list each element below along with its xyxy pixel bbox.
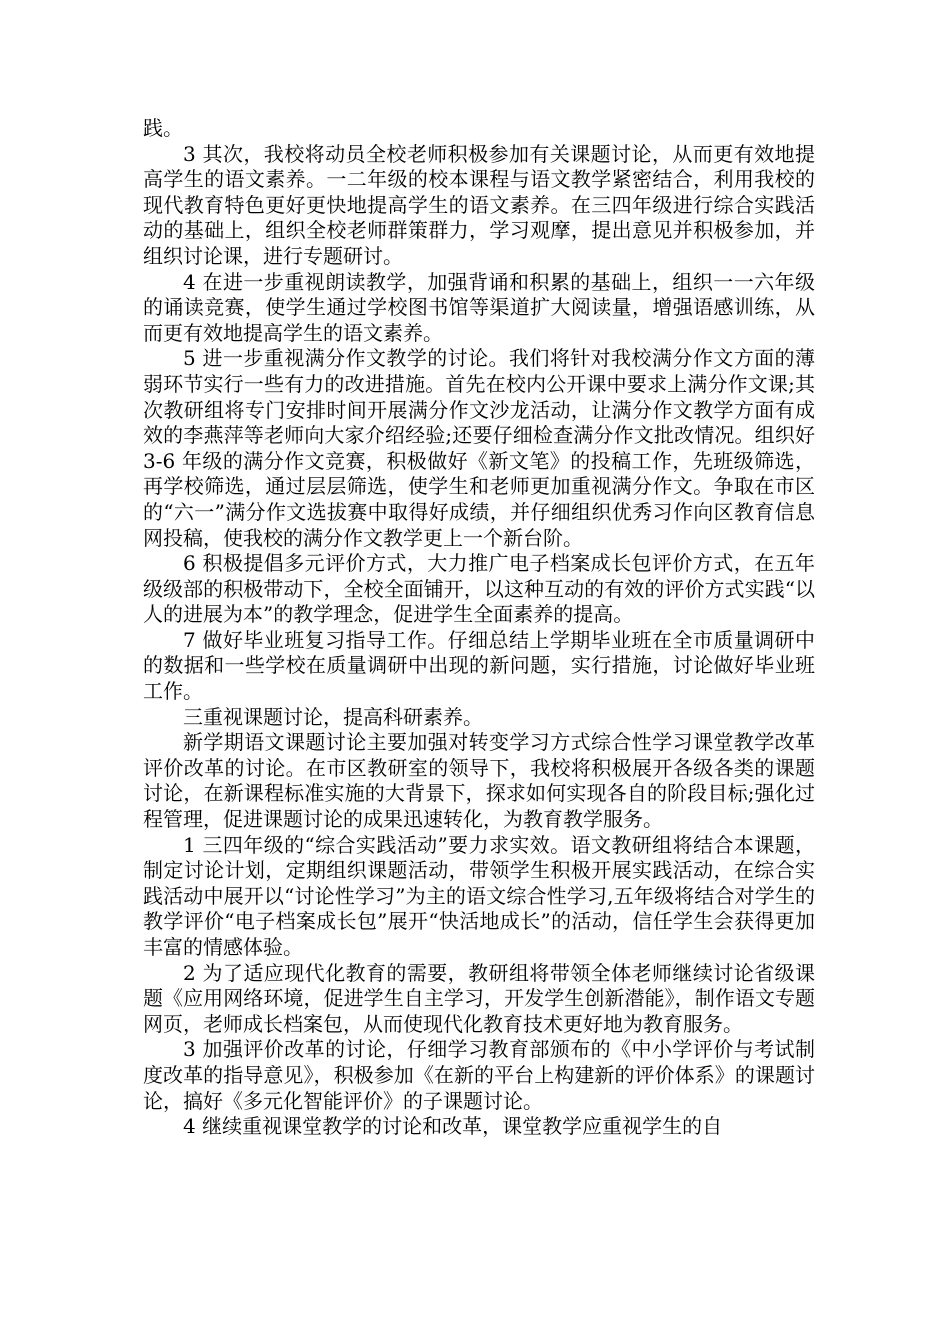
section-heading-3: 三重视课题讨论，提高科研素养。 — [183, 704, 483, 729]
paragraph-item-4: 4 在进一步重视朗读教学，加强背诵和积累的基础上，组织一一六年级的诵读竞赛，使学生通过学校图书馆等渠道扩大阅读量，增强语感训练，从而更有效地提高学生的语文素养。 — [143, 269, 815, 345]
document-page — [143, 116, 815, 1140]
paragraph-section-intro: 新学期语文课题讨论主要加强对转变学习方式综合性学习课堂教学改革评价改革的讨论。在市区教研室的领导下，我校将积极展开各级各类的课题讨论，在新课程标准实施的大背景下，探求如何实现各自的阶段目标;强化过程管理，促进课题讨论的成果迅速转化，为教育教学服务。 — [143, 730, 815, 832]
paragraph-subitem-2: 2 为了适应现代化教育的需要，教研组将带领全体老师继续讨论省级课题《应用网络环境，促进学生自主学习，开发学生创新潜能》，制作语文专题网页，老师成长档案包，从而使现代化教育技术更好地为教育服务。 — [143, 960, 815, 1036]
paragraph-continuation: 践。 — [143, 116, 183, 140]
paragraph-subitem-3: 3 加强评价改革的讨论，仔细学习教育部颁布的《中小学评价与考试制度改革的指导意见》，积极参加《在新的平台上构建新的评价体系》的课题讨论，搞好《多元化智能评价》的子课题讨论。 — [143, 1037, 815, 1113]
paragraph-subitem-1: 1 三四年级的“综合实践活动”要力求实效。语文教研组将结合本课题，制定讨论计划，定期组织课题活动，带领学生积极开展实践活动，在综合实践活动中展开以“讨论性学习”为主的语文综合性学习,五年级将结合对学生的教学评价“电子档案成长包”展开“快活地成长”的活动，信任学生会获得更加丰富的情感体验。 — [143, 832, 815, 959]
paragraph-subitem-4: 4 继续重视课堂教学的讨论和改革，课堂教学应重视学生的自 — [183, 1114, 723, 1139]
paragraph-item-3: 3 其次，我校将动员全校老师积极参加有关课题讨论，从而更有效地提高学生的语文素养。一二年级的校本课程与语文教学紧密结合，利用我校的现代教育特色更好更快地提高学生的语文素养。在三四年级进行综合实践活动的基础上，组织全校老师群策群力，学习观摩，提出意见并积极参加，并组织讨论课，进行专题研讨。 — [143, 141, 815, 268]
paragraph-item-7: 7 做好毕业班复习指导工作。仔细总结上学期毕业班在全市质量调研中的数据和一些学校在质量调研中出现的新问题，实行措施，讨论做好毕业班工作。 — [143, 627, 815, 704]
paragraph-item-5: 5 进一步重视满分作文教学的讨论。我们将针对我校满分作文方面的薄弱环节实行一些有力的改进措施。首先在校内公开课中要求上满分作文课;其次教研组将专门安排时间开展满分作文沙龙活动，让满分作文教学方面有成效的李燕萍等老师向大家介绍经验;还要仔细检查满分作文批改情况。组织好 3-6 年级的满分作文竞赛，积极做好《新文笔》的投稿工作，先班级筛选，再学校筛选，通过层层筛选，使学生和老师更加重视满分作文。争取在市区的“六一”满分作文选拔赛中取得好成绩，并仔细组织优秀习作向区教育信息网投稿，使我校的满分作文教学更上一个新台阶。 — [143, 346, 815, 550]
paragraph-item-6: 6 积极提倡多元评价方式，大力推广电子档案成长包评价方式，在五年级级部的积极带动下，全校全面铺开，以这种互动的有效的评价方式实践“以人的进展为本”的教学理念，促进学生全面素养的提高。 — [143, 551, 815, 627]
